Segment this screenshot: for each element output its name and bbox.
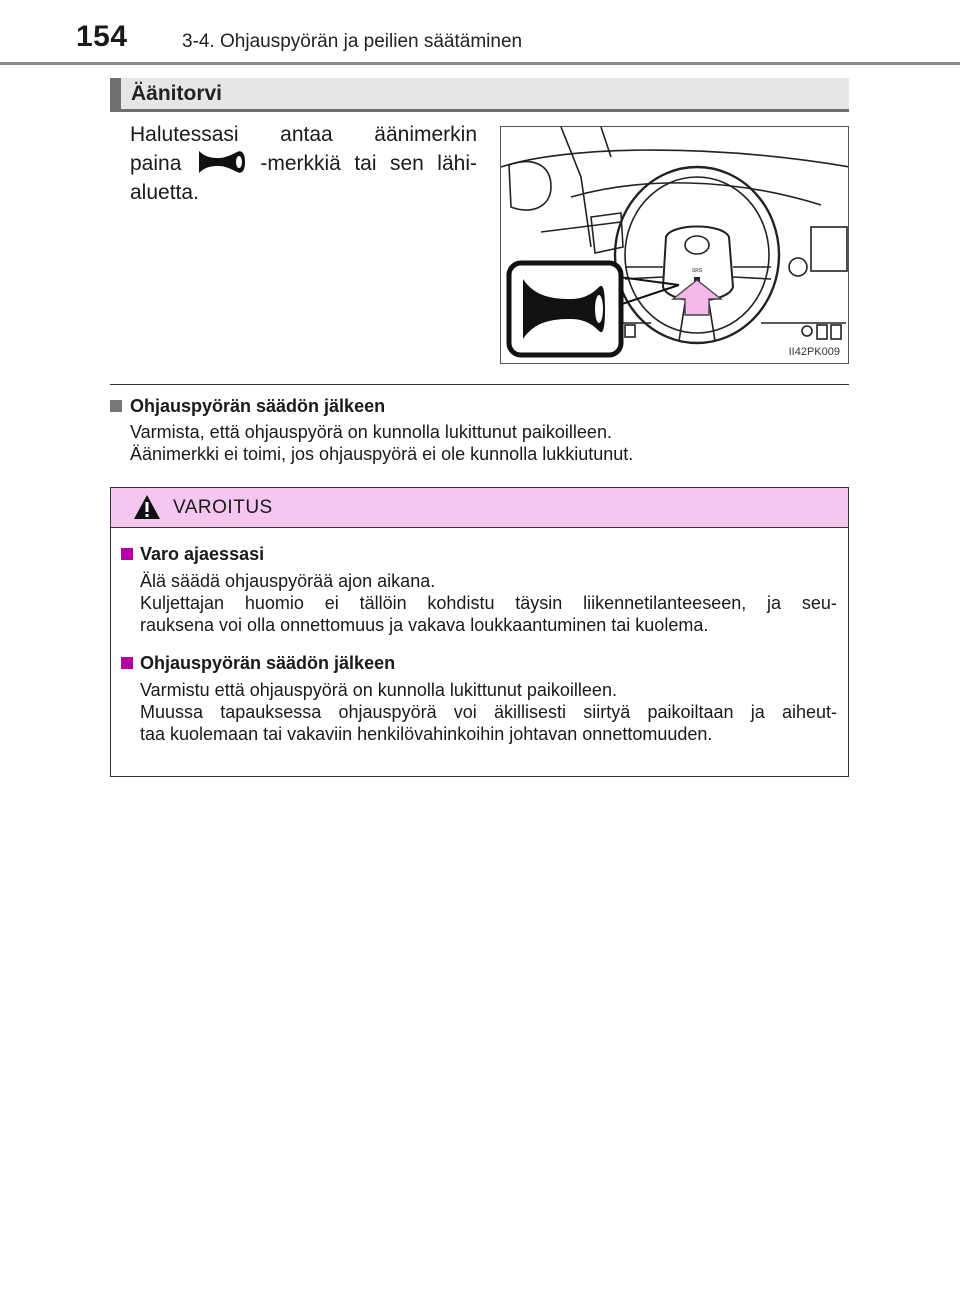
intro-paragraph <box>130 120 477 207</box>
bullet-square-icon <box>121 657 133 669</box>
word: kohdistu <box>427 593 495 613</box>
header-rule <box>0 62 960 65</box>
intro-word: sen <box>389 152 424 175</box>
warning-header <box>111 488 848 528</box>
section-title: Äänitorvi <box>131 82 223 105</box>
warning-line <box>140 592 837 614</box>
intro-word: Halutessasi <box>130 123 239 146</box>
intro-word: antaa <box>280 123 333 146</box>
warning-item-heading-text: Ohjauspyörän säädön jälkeen <box>140 653 396 673</box>
word: ei <box>324 593 339 613</box>
word: äkillisesti <box>494 702 567 722</box>
word: ohjauspyörä <box>338 702 437 722</box>
section-divider <box>110 384 849 385</box>
intro-word: paina <box>130 152 182 175</box>
warning-item-after-adjust <box>121 653 837 745</box>
word: voi <box>453 702 477 722</box>
word: paikoiltaan <box>647 702 734 722</box>
warning-item-heading <box>121 544 837 565</box>
word: liikennetilanteeseen, <box>583 593 747 613</box>
word: siirtyä <box>583 702 631 722</box>
steering-wheel-illustration <box>501 127 849 364</box>
section-tab <box>110 78 121 112</box>
note-heading <box>110 396 849 417</box>
intro-word: tai <box>354 152 377 175</box>
bullet-square-icon <box>110 400 122 412</box>
figure-code: II42PK009 <box>788 346 840 358</box>
word: ja <box>750 702 765 722</box>
running-head: 3-4. Ohjauspyörän ja peilien säätäminen <box>182 31 523 52</box>
warning-line: rauksena voi olla onnettomuus ja vakava loukkaantuminen tai kuolema. <box>140 615 709 635</box>
word: ja <box>767 593 782 613</box>
warning-line <box>140 701 837 723</box>
page-number: 154 <box>76 20 128 53</box>
note-line: Varmista, että ohjauspyörä on kunnolla lukittunut paikoilleen. <box>130 422 612 442</box>
word: seu- <box>801 593 837 613</box>
warning-line: Varmistu että ohjauspyörä on kunnolla lukittunut paikoilleen. <box>140 680 617 700</box>
note-body <box>130 421 849 465</box>
word: Muussa <box>140 702 204 722</box>
warning-item-body <box>140 679 837 745</box>
svg-text:SRS: SRS <box>691 268 703 274</box>
intro-line-2 <box>130 149 477 178</box>
horn-icon <box>195 149 247 175</box>
word: tällöin <box>359 593 407 613</box>
word: aiheut- <box>781 702 837 722</box>
intro-word: lähi- <box>437 152 477 175</box>
section-title-bar <box>110 78 849 112</box>
word: huomio <box>244 593 304 613</box>
note-after-adjust <box>110 396 849 465</box>
note-line: Äänimerkki ei toimi, jos ohjauspyörä ei ole kunnolla lukkiutunut. <box>130 444 634 464</box>
word: Kuljettajan <box>140 593 225 613</box>
intro-line-3: aluetta. <box>130 181 199 204</box>
word: tapauksessa <box>220 702 322 722</box>
warning-item-body <box>140 570 837 636</box>
warning-item-driving <box>121 544 837 636</box>
warning-item-heading <box>121 653 837 674</box>
warning-box <box>110 487 849 777</box>
warning-line: taa kuolemaan tai vakaviin henkilövahinkoihin johtavan onnettomuuden. <box>140 724 713 744</box>
warning-item-heading-text: Varo ajaessasi <box>140 544 265 564</box>
intro-word: -merkkiä <box>260 152 341 175</box>
word: täysin <box>515 593 563 613</box>
steering-wheel-figure <box>500 126 849 364</box>
warning-line: Älä säädä ohjauspyörää ajon aikana. <box>140 571 436 591</box>
intro-word: äänimerkin <box>374 123 477 146</box>
bullet-square-icon <box>121 548 133 560</box>
warning-label: VAROITUS <box>173 497 273 518</box>
warning-triangle-icon <box>133 493 161 521</box>
intro-line-1 <box>130 120 477 149</box>
note-heading-text: Ohjauspyörän säädön jälkeen <box>130 396 386 416</box>
